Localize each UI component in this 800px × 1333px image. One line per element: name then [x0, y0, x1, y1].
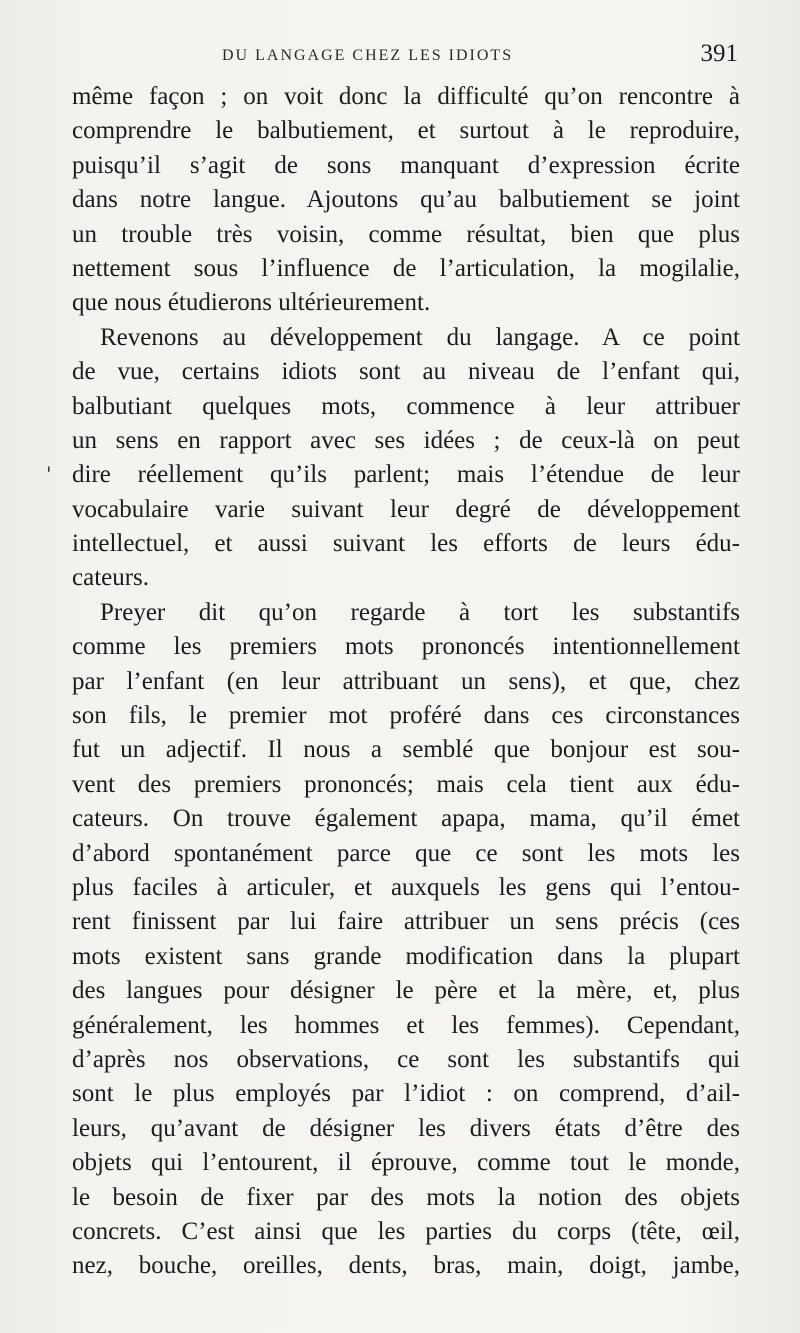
text-line: nez, bouche, oreilles, dents, bras, main, doigt, jambe,: [72, 1252, 740, 1280]
text-line: cateurs.: [72, 564, 150, 592]
text-line: vocabulaire varie suivant leur degré de développement: [72, 495, 740, 523]
page-header: [72, 40, 740, 74]
text-line: son fils, le premier mot proféré dans ces circonstances: [72, 702, 740, 730]
text-line: sont le plus employés par l’idiot : on comprend, d’ail-: [72, 1080, 740, 1108]
text-line: généralement, les hommes et les femmes). Cependant,: [72, 1011, 740, 1039]
text-line: des langues pour désigner le père et la mère, et, plus: [72, 977, 740, 1005]
running-title: DU LANGAGE CHEZ LES IDIOTS: [222, 47, 514, 64]
text-line: par l’enfant (en leur attribuant un sens), et que, chez: [72, 667, 740, 695]
text-line: nettement sous l’influence de l’articulation, la mogilalie,: [72, 254, 740, 282]
text-line: le besoin de fixer par des mots la notion des objets: [72, 1183, 740, 1211]
text-line: leurs, qu’avant de désigner les divers états d’être des: [72, 1114, 740, 1142]
text-line: puisqu’il s’agit de sons manquant d’expression écrite: [72, 151, 740, 179]
text-line: que nous étudierons ultérieurement.: [72, 289, 431, 317]
body-text: [72, 80, 740, 1284]
text-line: un sens en rapport avec ses idées ; de ceux-là on peut: [72, 426, 740, 454]
text-line: comme les premiers mots prononcés intentionnellement: [72, 633, 740, 661]
text-line: concrets. C’est ainsi que les parties du corps (tête, œil,: [72, 1217, 740, 1245]
text-line: intellectuel, et aussi suivant les efforts de leurs édu-: [72, 530, 740, 558]
text-line: d’abord spontanément parce que ce sont les mots les: [72, 839, 740, 867]
text-line: de vue, certains idiots sont au niveau de l’enfant qui,: [72, 358, 740, 386]
text-line: comprendre le balbutiement, et surtout à le reproduire,: [72, 117, 740, 145]
page-number: 391: [700, 40, 738, 67]
text-line: dire réellement qu’ils parlent; mais l’étendue de leur: [72, 461, 740, 489]
paragraph-start-line: Preyer dit qu’on regarde à tort les substantifs: [100, 598, 740, 626]
text-line: objets qui l’entourent, il éprouve, comme tout le monde,: [72, 1149, 740, 1177]
text-line: fut un adjectif. Il nous a semblé que bonjour est sou-: [72, 736, 740, 764]
paragraph-start-line: Revenons au développement du langage. A ce point: [100, 323, 740, 351]
text-line: rent finissent par lui faire attribuer un sens précis (ces: [72, 908, 740, 936]
text-line: un trouble très voisin, comme résultat, bien que plus: [72, 220, 740, 248]
text-line: vent des premiers prononcés; mais cela tient aux édu-: [72, 770, 740, 798]
text-line: même façon ; on voit donc la difficulté qu’on rencontre à: [72, 83, 740, 110]
text-line: d’après nos observations, ce sont les substantifs qui: [72, 1045, 740, 1073]
text-line: balbutiant quelques mots, commence à leur attribuer: [72, 392, 740, 420]
text-line: cateurs. On trouve également apapa, mama, qu’il émet: [72, 805, 740, 833]
text-line: plus faciles à articuler, et auxquels les gens qui l’entou-: [72, 873, 740, 901]
text-line: dans notre langue. Ajoutons qu’au balbutiement se joint: [72, 186, 740, 214]
text-line: mots existent sans grande modification dans la plupart: [72, 942, 740, 970]
stray-ink-mark: ': [46, 462, 52, 486]
